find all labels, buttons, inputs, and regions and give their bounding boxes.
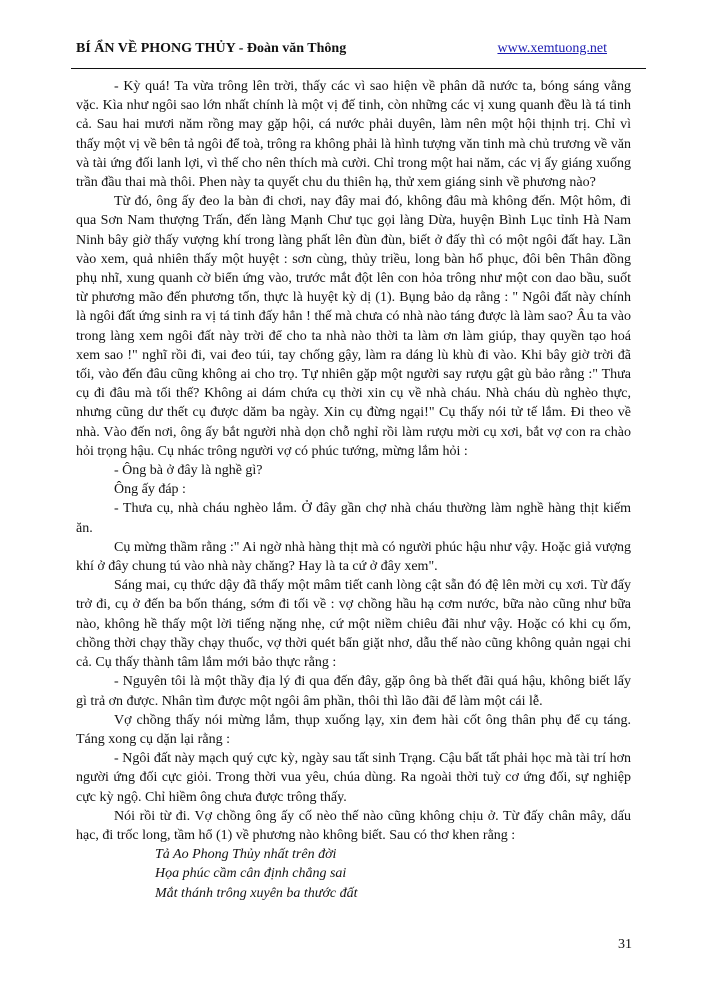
paragraph: Nói rồi từ đi. Vợ chồng ông ấy cố nèo thế nào cũng không chịu ở. Từ đấy chân mây, dấu hạc, đi trốc long, tầm hổ (1) về phương nào không biết. Sau có thơ khen rằng : bbox=[76, 808, 631, 843]
paragraph: - Ông bà ở đây là nghề gì? bbox=[114, 463, 263, 479]
header-url-link[interactable]: www.xemtuong.net bbox=[497, 41, 607, 56]
paragraph: Từ đó, ông ấy đeo la bàn đi chơi, nay đây mai đó, không đâu mà không đến. Một hôm, đi qua Sơn Nam thượng Trấn, đến làng Mạnh Chư tục gọi làng Dừa, huyện Bình Lục tỉnh Hà Nam Ninh bây giờ thấy vượng khí trong làng phất lên đùn đùn, biết ở đấy thì có một ngôi đất hay. Lần vào xem, quả nhiên thấy một huyệt : sơn cùng, thủy triều, long bàn hổ phục, đôi bên Thân đồng phụ nhĩ, xung quanh cờ biển ứng vào, trước mắt đột lên con hỏa trông như một con dao bầu, suốt từ phương mão đến phương tốn, thực là huyệt kỳ dị (1). Bụng bảo dạ rằng : " Ngôi đất này chính là ngôi đất ứng sinh ra vị tá tinh đấy hẳn ! thế mà chưa có nhà nào táng được là làm sao? Âu ta vào trong làng xem ngôi đất này trời để cho ta nhà nào thời ta làm ơn làm giúp, thay quyền tạo hoá xem sao !" nghĩ rồi đi, vai đeo túi, tay chống gậy, làm ra dáng lù khù đi vào. Khi bây giờ trời đã tối, vào đến đâu cũng không ai cho trọ. Tự nhiên gặp một người say rượu gật gù bảo rằng :" Thưa cụ đi đâu mà tối thế? Không ai dám chứa cụ thời xin cụ về nhà cháu. Nhà cháu dù nghèo thực, nhưng cũng dư thết cụ được dăm ba ngày. Xin cụ đừng ngại!" Cụ thấy nói tử tế lắm. Đi theo về nhà. Vào đến nơi, ông ấy bắt người nhà dọn chỗ nghỉ rồi làm rượu mời cụ xơi, bắt vợ con ra chào hỏi trọng hậu. Cụ nhác trông người vợ có phúc tướng, mừng lắm hỏi : bbox=[76, 194, 631, 459]
poem-line: Họa phúc cầm cân định chẳng sai bbox=[155, 866, 347, 882]
page-number: 31 bbox=[618, 937, 632, 952]
paragraph: Cụ mừng thầm rằng :" Ai ngờ nhà hàng thịt mà có người phúc hậu như vậy. Hoặc giả vượng khí ở đây chung tú vào nhà này chăng? Hay là ta cứ ở đây xem". bbox=[76, 539, 631, 575]
paragraph: Vợ chồng thấy nói mừng lắm, thụp xuống lạy, xin đem hài cốt ông thân phụ để cụ táng. Táng xong cụ dặn lại rằng : bbox=[76, 712, 631, 747]
paragraph: - Kỳ quá! Ta vừa trông lên trời, thấy các vì sao hiện về phân dã nước ta, bóng sáng vằng vặc. Kìa như ngôi sao lớn nhất chính là một vị đế tinh, còn những các vị xung quanh đều là tá tinh cả. Sau hai mươi năm rồng may gặp hội, cá nước phải duyên, làm nên một hội thịnh trị. Chỉ vì thấy một vị về bên tả ngôi để toà, trông ra không phải là hình tượng văn tinh mà chủ trương về văn và tài ứng đối lanh lợi, vì thế cho nên thích mà cười. Chỉ trong một hai năm, các vị ấy giáng xuống trần đầu thai mà thôi. Phen này ta quyết chu du thiên hạ, thử xem giáng sinh về phương nào? bbox=[76, 79, 631, 191]
header-title: BÍ ẨN VỀ PHONG THỦY - Đoàn văn Thông bbox=[76, 41, 347, 56]
paragraph: - Nguyên tôi là một thầy địa lý đi qua đến đây, gặp ông bà thết đãi quá hậu, không biết lấy gì trả ơn được. Nhân tìm được một ngôi âm phần, thôi thì lão đãi để làm một cái lễ. bbox=[76, 674, 631, 709]
header-divider bbox=[71, 68, 646, 69]
paragraph: - Ngôi đất này mạch quý cực kỳ, ngày sau tất sinh Trạng. Cậu bất tất phải học mà tài trí hơn người ứng đối cực giỏi. Trong thời vua yêu, chúa dùng. Ra ngoài thời tuỳ cơ ứng đối, sự nghiệp cực kỳ ngộ. Chỉ hiềm ông chưa được trông thấy. bbox=[76, 751, 631, 805]
paragraph: - Thưa cụ, nhà cháu nghèo lắm. Ở đây gần chợ nhà cháu thường làm nghề hàng thịt kiếm ăn. bbox=[76, 501, 631, 536]
page-header bbox=[76, 41, 629, 63]
poem-block bbox=[155, 845, 631, 903]
poem-line: Tả Ao Phong Thủy nhất trên đời bbox=[155, 847, 337, 863]
paragraph: Ông ấy đáp : bbox=[114, 482, 186, 498]
paragraph: Sáng mai, cụ thức dậy đã thấy một mâm tiết canh lòng cật sẵn đó đệ lên mời cụ xơi. Từ đấy trở đi, cụ ở đến ba bốn tháng, sớm đi tối về : vợ chồng hầu hạ cơm nước, bữa nào cũng như bữa nào, không hề thấy một lời tiếng nặng nhẹ, cứ một niềm chiêu đãi như vậy. Hoặc có khi cụ ốm, chồng thời chạy thầy chạy thuốc, vợ thời quét bẩn giặt nhơ, dẫu thế nào cũng không quản ngại chi cả. Cụ thấy thành tâm lắm mới bảo thực rằng : bbox=[76, 578, 631, 671]
document-body bbox=[76, 77, 631, 903]
poem-line: Mắt thánh trông xuyên ba thước đất bbox=[155, 885, 358, 901]
